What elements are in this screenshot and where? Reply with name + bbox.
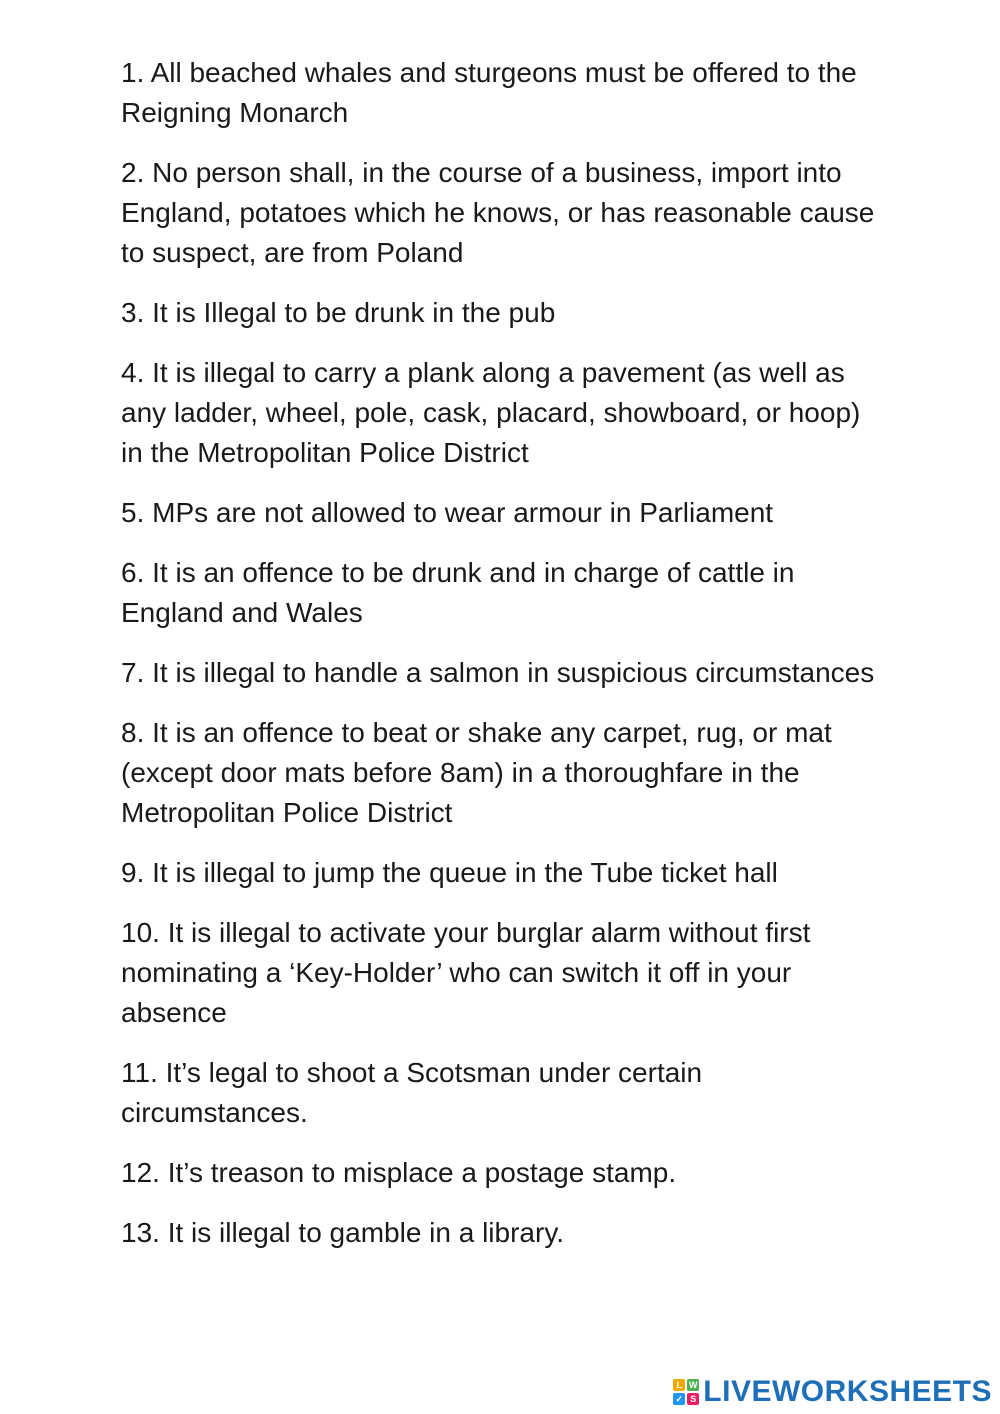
law-item: 3. It is Illegal to be drunk in the pub — [121, 297, 556, 328]
law-item: 1. All beached whales and sturgeons must be offered to the Reigning Monarch — [121, 57, 857, 128]
law-item: 12. It’s treason to misplace a postage stamp. — [121, 1157, 677, 1188]
law-item: 10. It is illegal to activate your burglar alarm without first nominating a ‘Key-Holder’ who can switch it off in your absence — [121, 917, 811, 1028]
law-item: 11. It’s legal to shoot a Scotsman under certain circumstances. — [121, 1057, 703, 1128]
law-item: 6. It is an offence to be drunk and in charge of cattle in England and Wales — [121, 557, 795, 628]
liveworksheets-logo-icon: L W ✓ S — [673, 1379, 699, 1405]
law-item: 2. No person shall, in the course of a business, import into England, potatoes which he knows, or has reasonable cause to suspect, are from Poland — [121, 157, 875, 268]
brand-name: LIVEWORKSHEETS — [703, 1375, 992, 1408]
law-item: 5. MPs are not allowed to wear armour in Parliament — [121, 497, 774, 528]
law-item: 7. It is illegal to handle a salmon in suspicious circumstances — [121, 657, 875, 688]
law-item: 8. It is an offence to beat or shake any carpet, rug, or mat (except door mats before 8am) in a thoroughfare in the Metropolitan Police District — [121, 717, 832, 828]
liveworksheets-brand[interactable] — [673, 1376, 992, 1408]
law-item: 9. It is illegal to jump the queue in the Tube ticket hall — [121, 857, 778, 888]
law-list — [121, 53, 886, 1273]
law-item: 13. It is illegal to gamble in a library. — [121, 1217, 565, 1248]
law-item: 4. It is illegal to carry a plank along a pavement (as well as any ladder, wheel, pole, cask, placard, showboard, or hoop) in the Metropolitan Police District — [121, 357, 861, 468]
